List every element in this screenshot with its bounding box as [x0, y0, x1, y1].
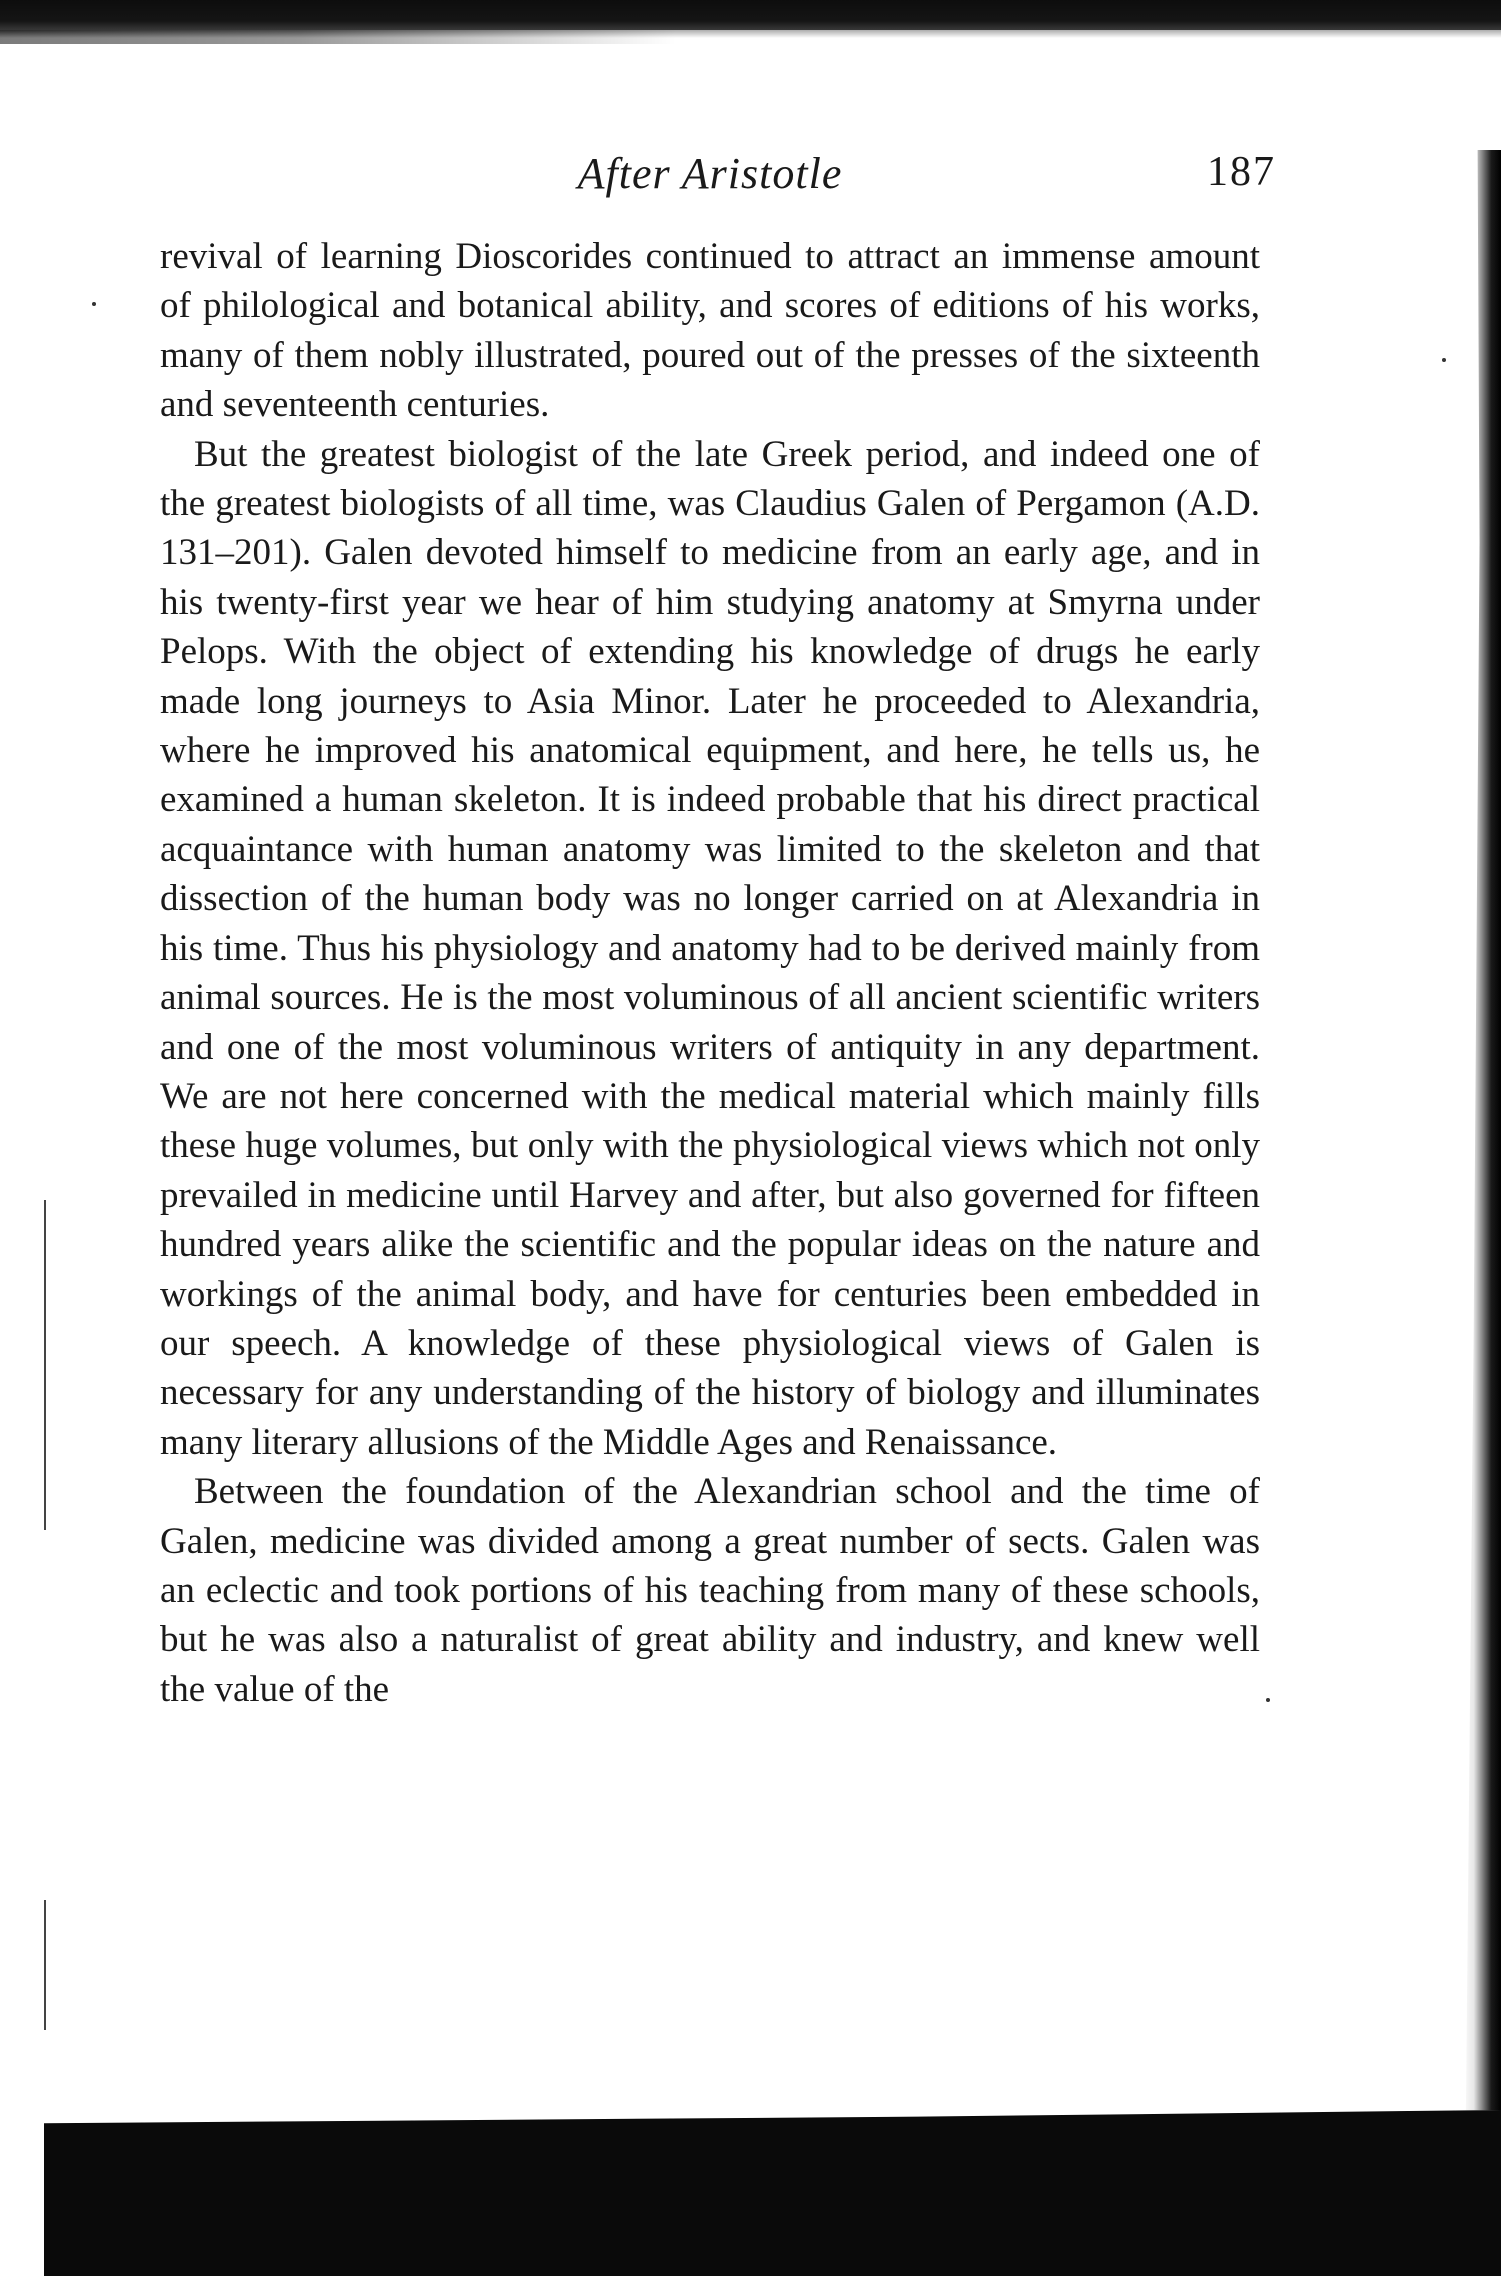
scan-speck — [1442, 358, 1446, 362]
scan-left-mark — [44, 1900, 46, 2030]
paragraph: But the greatest biologist of the late Greek period, and indeed one of the greatest biologists of all time, was Claudius Galen of Pergamon (A.D. 131–201). Galen devoted himself to medicine from an early age, and in his twenty-first year we hear of him studying anatomy at Smyrna under Pelops. With the object of extending his knowledge of drugs he early made long journeys to Asia Minor. Later he proceeded to Alexandria, where he improved his anatomical equipment, and here, he tells us, he examined a human skeleton. It is indeed probable that his direct practical acquaintance with human anatomy was limited to the skeleton and that dissection of the human body was no longer carried on at Alexandria in his time. Thus his physiology and anatomy had to be derived mainly from animal sources. He is the most voluminous of all ancient scientific writers and one of the most voluminous writers of antiquity in any department. We are not here concerned with the medical material which mainly fills these huge volumes, but only with the physiological views which not only prevailed in medicine until Harvey and after, but also governed for fifteen hundred years alike the scientific and the popular ideas on the nature and workings of the animal body, and have for centuries been embedded in our speech. A knowledge of these physiological views of Galen is necessary for any understanding of the history of biology and illuminates many literary allusions of the Middle Ages and Renaissance. — [160, 433, 1260, 1463]
scan-speck — [1266, 1698, 1270, 1702]
scan-speck — [92, 302, 96, 306]
scan-top-shadow — [0, 0, 1501, 38]
scan-right-edge-shadow — [1462, 150, 1501, 2110]
page-number: 187 — [1207, 149, 1276, 195]
paragraph: Between the foundation of the Alexandrian school and the time of Galen, medicine was divided among a great number of sects. Galen was an eclectic and took portions of his teaching from many of these schools, but he was also a naturalist of great ability and industry, and knew well the value of the — [160, 1471, 1260, 1710]
running-head — [160, 148, 1276, 204]
paragraph: revival of learning Dioscorides continued to attract an immense amount of philological and botanical ability, and scores of editions of his works, many of them nobly illustrated, poured out of the presses of the sixteenth and seventeenth centuries. — [160, 236, 1260, 426]
running-title: After Aristotle — [577, 149, 843, 198]
scan-left-mark — [44, 1200, 46, 1530]
body-text — [160, 232, 1260, 1714]
scan-bottom-shadow — [44, 2110, 1501, 2276]
